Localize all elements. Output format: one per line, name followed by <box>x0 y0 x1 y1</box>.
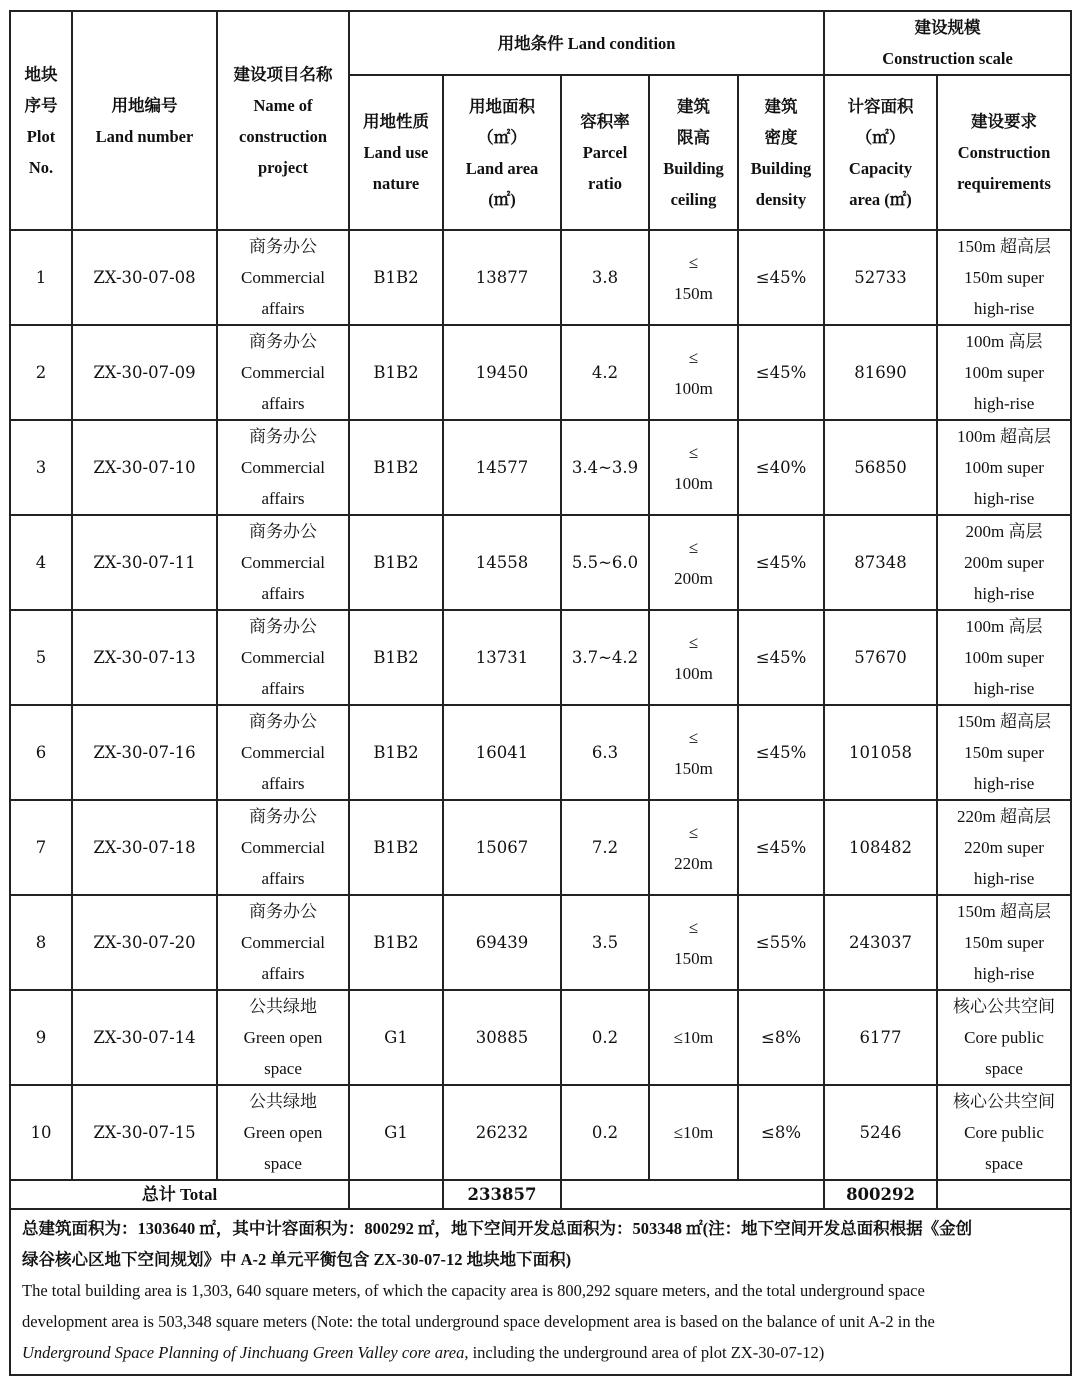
cell-project <box>217 610 349 705</box>
cell-land-number: ZX-30-07-20 <box>72 895 217 990</box>
cell-land-number: ZX-30-07-08 <box>72 230 217 325</box>
line: 商务办公 <box>249 332 317 351</box>
line: 100m <box>674 663 713 683</box>
table-row <box>10 325 1071 420</box>
header-project-name <box>217 11 349 230</box>
cell-land-area: 13731 <box>443 610 561 705</box>
table-row <box>10 705 1071 800</box>
line: Commercial <box>240 648 326 667</box>
line: affairs <box>261 584 305 603</box>
note-en-line-2: development area is 503,348 square meters (Note: the total underground space development area is based on the balance of unit A-2 in the <box>22 1312 935 1331</box>
line: Core public <box>964 1123 1044 1142</box>
cell-project <box>217 325 349 420</box>
cell-project <box>217 895 349 990</box>
line: affairs <box>261 774 305 793</box>
note-zh-line-1: 总建筑面积为：1303640 ㎡，其中计容面积为：800292 ㎡，地下空间开发总面积为：503348 ㎡(注：地下空间开发总面积根据《金创 <box>22 1219 973 1238</box>
cell-capacity-area: 108482 <box>824 800 937 895</box>
cell-land-use: B1B2 <box>349 420 443 515</box>
cell-building-ceiling <box>649 1085 738 1180</box>
line: 用地编号 <box>111 95 178 115</box>
line: area (㎡) <box>849 189 912 209</box>
header-parcel-ratio <box>561 75 649 230</box>
line: ratio <box>588 174 622 193</box>
table-row <box>10 990 1071 1085</box>
cell-parcel-ratio: 3.5 <box>561 895 649 990</box>
header-building-density <box>738 75 824 230</box>
notes-cell <box>10 1209 1071 1375</box>
line: space <box>985 1154 1023 1173</box>
line: ≤ <box>688 727 699 747</box>
cell-land-use: B1B2 <box>349 515 443 610</box>
line: Construction scale <box>882 49 1013 68</box>
cell-land-use: B1B2 <box>349 230 443 325</box>
line: Commercial <box>240 838 326 857</box>
table-row <box>10 895 1071 990</box>
line: affairs <box>261 679 305 698</box>
cell-land-area: 14558 <box>443 515 561 610</box>
line: 公共绿地 <box>249 1092 317 1111</box>
cell-land-number: ZX-30-07-10 <box>72 420 217 515</box>
cell-building-ceiling <box>649 800 738 895</box>
line: 建设要求 <box>971 112 1038 131</box>
line: 150m super <box>964 268 1044 287</box>
line: Land number <box>95 126 194 146</box>
land-plan-table-sheet <box>9 10 1070 1376</box>
line: 150m <box>674 758 713 778</box>
line: 100m <box>674 473 713 493</box>
line: high-rise <box>973 679 1035 698</box>
cell-capacity-area: 5246 <box>824 1085 937 1180</box>
table-row <box>10 800 1071 895</box>
header-land-number <box>72 11 217 230</box>
line: 200m 高层 <box>965 522 1043 541</box>
cell-building-ceiling <box>649 515 738 610</box>
cell-capacity-area: 87348 <box>824 515 937 610</box>
line: high-rise <box>973 869 1035 888</box>
table-row <box>10 230 1071 325</box>
cell-land-use: B1B2 <box>349 325 443 420</box>
cell-plot-no: 7 <box>10 800 72 895</box>
line: 核心公共空间 <box>953 997 1056 1016</box>
cell-parcel-ratio: 3.4~3.9 <box>561 420 649 515</box>
line: ≤ <box>688 442 699 462</box>
cell-project <box>217 1085 349 1180</box>
cell-project <box>217 230 349 325</box>
land-plan-table <box>9 10 1072 1376</box>
line: 商务办公 <box>249 712 317 731</box>
line: Commercial <box>240 553 326 572</box>
note-en-line-3-rest: including the underground area of plot ZX-30-07-12) <box>468 1343 825 1362</box>
line: Construction <box>957 143 1051 162</box>
line: 容积率 <box>580 112 630 131</box>
header-construction-requirements <box>937 75 1071 230</box>
line: Green open <box>243 1123 323 1142</box>
line: Commercial <box>240 363 326 382</box>
line: affairs <box>261 489 305 508</box>
cell-requirements <box>937 420 1071 515</box>
cell-building-ceiling <box>649 705 738 800</box>
total-land-area: 233857 <box>443 1180 561 1209</box>
cell-capacity-area: 81690 <box>824 325 937 420</box>
cell-land-number: ZX-30-07-09 <box>72 325 217 420</box>
line: nature <box>372 174 420 193</box>
line: space <box>264 1154 302 1173</box>
cell-land-number: ZX-30-07-14 <box>72 990 217 1085</box>
line: 密度 <box>764 127 798 147</box>
table-row <box>10 420 1071 515</box>
cell-building-ceiling <box>649 990 738 1085</box>
cell-land-area: 69439 <box>443 895 561 990</box>
cell-plot-no: 10 <box>10 1085 72 1180</box>
line: 150m super <box>964 743 1044 762</box>
cell-capacity-area: 101058 <box>824 705 937 800</box>
line: 100m <box>674 378 713 398</box>
cell-land-area: 30885 <box>443 990 561 1085</box>
line: 建设项目名称 <box>233 64 333 84</box>
cell-building-ceiling <box>649 610 738 705</box>
line: Name of <box>253 95 313 115</box>
cell-parcel-ratio: 3.8 <box>561 230 649 325</box>
cell-building-density: ≤8% <box>738 1085 824 1180</box>
cell-land-use: B1B2 <box>349 800 443 895</box>
line: 100m super <box>964 363 1044 382</box>
cell-land-number: ZX-30-07-18 <box>72 800 217 895</box>
line: ceiling <box>670 189 717 209</box>
header-plot-no <box>10 11 72 230</box>
cell-requirements <box>937 1085 1071 1180</box>
cell-land-area: 15067 <box>443 800 561 895</box>
line: space <box>985 1059 1023 1078</box>
table-row <box>10 515 1071 610</box>
total-label: 总计 Total <box>10 1180 349 1209</box>
line: affairs <box>261 964 305 983</box>
line: high-rise <box>973 489 1035 508</box>
line: 100m super <box>964 648 1044 667</box>
line: high-rise <box>973 299 1035 318</box>
line: 用地面积 <box>469 96 535 116</box>
cell-requirements <box>937 230 1071 325</box>
cell-parcel-ratio: 5.5~6.0 <box>561 515 649 610</box>
cell-plot-no: 6 <box>10 705 72 800</box>
line: Land use <box>363 143 429 162</box>
line: Plot <box>26 126 56 146</box>
line: space <box>264 1059 302 1078</box>
cell-requirements <box>937 515 1071 610</box>
line: Capacity <box>848 158 913 178</box>
line: 150m <box>674 283 713 303</box>
cell-land-use: B1B2 <box>349 705 443 800</box>
cell-project <box>217 800 349 895</box>
cell-land-number: ZX-30-07-11 <box>72 515 217 610</box>
line: high-rise <box>973 394 1035 413</box>
line: ≤ <box>688 252 699 272</box>
cell-requirements <box>937 705 1071 800</box>
line: construction <box>239 126 327 146</box>
line: 计容面积 <box>847 96 914 116</box>
table-row <box>10 1085 1071 1180</box>
cell-land-number: ZX-30-07-16 <box>72 705 217 800</box>
cell-plot-no: 4 <box>10 515 72 610</box>
cell-land-area: 19450 <box>443 325 561 420</box>
cell-building-ceiling <box>649 230 738 325</box>
total-empty-mid <box>561 1180 824 1209</box>
line: high-rise <box>973 584 1035 603</box>
line: 商务办公 <box>249 237 317 256</box>
line: density <box>755 189 807 209</box>
header-land-area <box>443 75 561 230</box>
cell-project <box>217 420 349 515</box>
line: 100m 超高层 <box>957 427 1052 446</box>
cell-land-area: 16041 <box>443 705 561 800</box>
line: 公共绿地 <box>249 997 317 1016</box>
line: Building <box>750 158 812 178</box>
line: 220m super <box>964 838 1044 857</box>
cell-land-number: ZX-30-07-15 <box>72 1085 217 1180</box>
line: Commercial <box>240 933 326 952</box>
line: 建设规模 <box>914 18 981 37</box>
line: 建筑 <box>764 96 798 116</box>
cell-capacity-area: 6177 <box>824 990 937 1085</box>
line: Building <box>663 158 724 178</box>
line: ≤10m <box>673 1123 714 1142</box>
line: 用地性质 <box>363 112 429 131</box>
total-row <box>10 1180 1071 1209</box>
table-row <box>10 610 1071 705</box>
header-land-condition: 用地条件 Land condition <box>349 11 824 75</box>
line: ≤ <box>688 917 699 937</box>
cell-building-ceiling <box>649 895 738 990</box>
line: 商务办公 <box>249 427 317 446</box>
line: 200m <box>674 568 713 588</box>
cell-capacity-area: 52733 <box>824 230 937 325</box>
cell-project <box>217 515 349 610</box>
line: (㎡) <box>488 189 516 209</box>
line: 序号 <box>24 95 58 115</box>
cell-plot-no: 5 <box>10 610 72 705</box>
line: 商务办公 <box>249 902 317 921</box>
line: 150m <box>674 948 713 968</box>
cell-building-density: ≤8% <box>738 990 824 1085</box>
line: Commercial <box>240 743 326 762</box>
line: high-rise <box>973 774 1035 793</box>
total-empty-use <box>349 1180 443 1209</box>
cell-building-ceiling <box>649 420 738 515</box>
header-capacity-area <box>824 75 937 230</box>
line: No. <box>28 157 54 177</box>
line: 150m 超高层 <box>957 902 1052 921</box>
line: 200m super <box>964 553 1044 572</box>
line: Commercial <box>240 268 326 287</box>
cell-land-area: 13877 <box>443 230 561 325</box>
cell-building-density: ≤45% <box>738 610 824 705</box>
header-construction-scale <box>824 11 1071 75</box>
header-row-1 <box>10 11 1071 75</box>
cell-plot-no: 3 <box>10 420 72 515</box>
line: affairs <box>261 394 305 413</box>
line: 商务办公 <box>249 807 317 826</box>
line: ≤ <box>688 537 699 557</box>
cell-capacity-area: 243037 <box>824 895 937 990</box>
cell-building-density: ≤45% <box>738 325 824 420</box>
cell-building-density: ≤40% <box>738 420 824 515</box>
line: （㎡） <box>855 127 906 147</box>
line: 100m 高层 <box>965 332 1043 351</box>
line: 商务办公 <box>249 617 317 636</box>
line: affairs <box>261 869 305 888</box>
cell-requirements <box>937 800 1071 895</box>
cell-plot-no: 8 <box>10 895 72 990</box>
line: 150m 超高层 <box>957 237 1052 256</box>
line: 地块 <box>24 64 58 84</box>
cell-land-number: ZX-30-07-13 <box>72 610 217 705</box>
cell-building-density: ≤45% <box>738 515 824 610</box>
cell-land-area: 14577 <box>443 420 561 515</box>
table-body <box>10 230 1071 1180</box>
cell-parcel-ratio: 0.2 <box>561 990 649 1085</box>
line: requirements <box>957 174 1051 193</box>
notes-row <box>10 1209 1071 1375</box>
cell-project <box>217 990 349 1085</box>
line: 150m super <box>964 933 1044 952</box>
cell-plot-no: 2 <box>10 325 72 420</box>
header-land-use-nature <box>349 75 443 230</box>
cell-plot-no: 1 <box>10 230 72 325</box>
note-en-italic-title: Underground Space Planning of Jinchuang Green Valley core area, <box>22 1343 469 1362</box>
cell-parcel-ratio: 6.3 <box>561 705 649 800</box>
line: （㎡） <box>477 127 527 147</box>
cell-parcel-ratio: 7.2 <box>561 800 649 895</box>
line: affairs <box>261 299 305 318</box>
line: Core public <box>964 1028 1044 1047</box>
cell-capacity-area: 56850 <box>824 420 937 515</box>
cell-parcel-ratio: 4.2 <box>561 325 649 420</box>
cell-requirements <box>937 325 1071 420</box>
note-en-line-3 <box>22 1337 1059 1368</box>
line: 建筑 <box>677 96 710 116</box>
cell-building-density: ≤45% <box>738 800 824 895</box>
cell-project <box>217 705 349 800</box>
line: high-rise <box>973 964 1035 983</box>
cell-land-use: B1B2 <box>349 610 443 705</box>
line: 100m super <box>964 458 1044 477</box>
line: 220m <box>674 853 713 873</box>
total-empty-req <box>937 1180 1071 1209</box>
cell-requirements <box>937 610 1071 705</box>
line: 商务办公 <box>249 522 317 541</box>
note-zh-line-2: 绿谷核心区地下空间规划》中 A-2 单元平衡包含 ZX-30-07-12 地块地下面积) <box>22 1250 572 1269</box>
cell-requirements <box>937 990 1071 1085</box>
note-en-line-1: The total building area is 1,303, 640 square meters, of which the capacity area is 800,292 square meters, and the total underground space <box>22 1281 925 1300</box>
cell-requirements <box>937 895 1071 990</box>
line: Parcel <box>582 143 628 162</box>
line: 100m 高层 <box>965 617 1043 636</box>
line: 220m 超高层 <box>957 807 1052 826</box>
line: ≤ <box>688 347 699 367</box>
cell-building-density: ≤45% <box>738 230 824 325</box>
line: Commercial <box>240 458 326 477</box>
line: 限高 <box>677 127 710 147</box>
cell-land-area: 26232 <box>443 1085 561 1180</box>
line: project <box>257 157 309 177</box>
cell-parcel-ratio: 0.2 <box>561 1085 649 1180</box>
total-capacity: 800292 <box>824 1180 937 1209</box>
line: ≤ <box>688 632 699 652</box>
cell-parcel-ratio: 3.7~4.2 <box>561 610 649 705</box>
cell-land-use: G1 <box>349 990 443 1085</box>
cell-building-density: ≤55% <box>738 895 824 990</box>
header-building-ceiling <box>649 75 738 230</box>
line: ≤ <box>688 822 699 842</box>
cell-land-use: B1B2 <box>349 895 443 990</box>
line: Green open <box>243 1028 323 1047</box>
line: 150m 超高层 <box>957 712 1052 731</box>
line: ≤10m <box>673 1028 714 1047</box>
cell-building-density: ≤45% <box>738 705 824 800</box>
line: 核心公共空间 <box>953 1092 1056 1111</box>
line: Land area <box>465 158 539 178</box>
cell-capacity-area: 57670 <box>824 610 937 705</box>
cell-land-use: G1 <box>349 1085 443 1180</box>
cell-building-ceiling <box>649 325 738 420</box>
cell-plot-no: 9 <box>10 990 72 1085</box>
